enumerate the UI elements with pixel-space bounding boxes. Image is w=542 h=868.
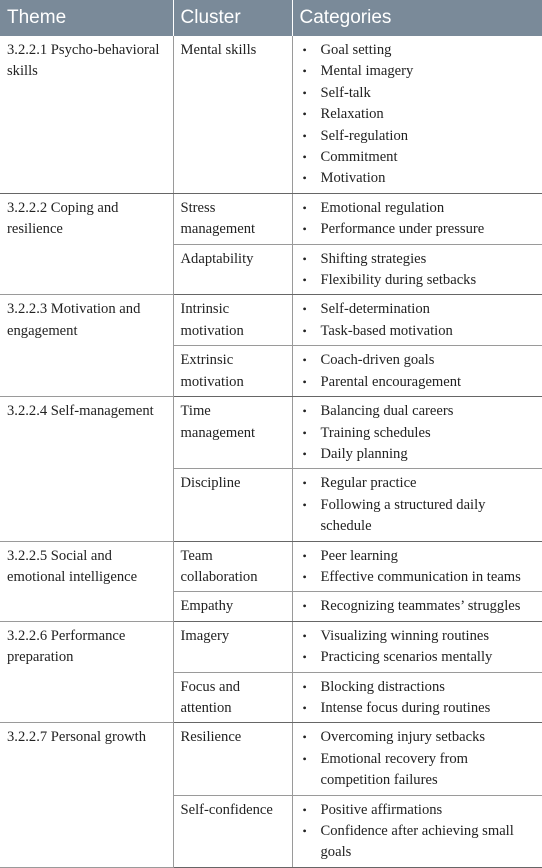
bullet-icon: • bbox=[302, 251, 307, 266]
category-list bbox=[300, 350, 536, 393]
theme-cell: 3.2.2.2 Coping and resilience bbox=[0, 193, 173, 295]
list-item bbox=[300, 168, 536, 189]
category-label: Goal setting bbox=[320, 42, 392, 58]
bullet-icon: • bbox=[302, 128, 307, 143]
list-item bbox=[300, 567, 536, 588]
list-item bbox=[300, 444, 536, 465]
list-item bbox=[300, 423, 536, 444]
list-item bbox=[300, 198, 536, 219]
category-list bbox=[300, 800, 536, 864]
list-item bbox=[300, 473, 536, 494]
categories-cell bbox=[292, 592, 542, 621]
list-item bbox=[300, 219, 536, 240]
table-row bbox=[0, 621, 542, 672]
list-item bbox=[300, 698, 536, 719]
list-item bbox=[300, 401, 536, 422]
category-label: Performance under pressure bbox=[320, 221, 485, 238]
category-label: Intense focus during routines bbox=[320, 699, 491, 716]
list-item bbox=[300, 596, 536, 617]
bullet-icon: • bbox=[302, 85, 307, 100]
list-item bbox=[300, 727, 536, 748]
categories-cell bbox=[292, 469, 542, 541]
categories-cell bbox=[292, 795, 542, 867]
bullet-icon: • bbox=[302, 599, 307, 614]
category-list bbox=[300, 473, 536, 537]
category-label: Practicing scenarios mentally bbox=[320, 649, 493, 666]
category-label: Effective communication in teams bbox=[320, 568, 521, 585]
bullet-icon: • bbox=[302, 302, 307, 317]
list-item bbox=[300, 800, 536, 821]
category-label: Emotional regulation bbox=[320, 199, 445, 216]
category-list bbox=[300, 727, 536, 791]
category-label: Training schedules bbox=[320, 424, 431, 441]
bullet-icon: • bbox=[302, 374, 307, 389]
list-item bbox=[300, 299, 536, 320]
header-row bbox=[0, 0, 542, 36]
category-label: Parental encouragement bbox=[320, 373, 462, 390]
categories-cell bbox=[292, 244, 542, 295]
list-item bbox=[300, 677, 536, 698]
bullet-icon: • bbox=[302, 43, 307, 57]
bullet-icon: • bbox=[302, 650, 307, 665]
bullet-icon: • bbox=[302, 824, 307, 838]
theme-cell: 3.2.2.7 Personal growth bbox=[0, 723, 173, 867]
category-label: Daily planning bbox=[320, 445, 408, 462]
theme-cell: 3.2.2.6 Performance preparation bbox=[0, 621, 173, 723]
bullet-icon: • bbox=[302, 171, 307, 186]
cluster-cell: Time management bbox=[173, 397, 292, 469]
table-row bbox=[0, 397, 542, 469]
cluster-cell: Adaptability bbox=[173, 244, 292, 295]
bullet-icon: • bbox=[302, 628, 307, 643]
categories-cell bbox=[292, 295, 542, 346]
list-item bbox=[300, 821, 536, 864]
bullet-icon: • bbox=[302, 497, 307, 512]
category-list bbox=[300, 299, 536, 342]
category-label: Commitment bbox=[320, 149, 398, 166]
list-item bbox=[300, 626, 536, 647]
category-label: Emotional recovery from competition failures bbox=[320, 750, 469, 789]
category-label: Shifting strategies bbox=[320, 250, 427, 267]
category-label: Overcoming injury setbacks bbox=[320, 729, 486, 746]
theme-cell: 3.2.2.4 Self-management bbox=[0, 397, 173, 541]
list-item bbox=[300, 104, 536, 125]
bullet-icon: • bbox=[302, 64, 307, 79]
list-item bbox=[300, 495, 536, 538]
bullet-icon: • bbox=[302, 273, 307, 288]
category-label: Recognizing teammates’ struggles bbox=[320, 598, 521, 615]
bullet-icon: • bbox=[302, 548, 307, 563]
category-list bbox=[300, 249, 536, 292]
category-label: Positive affirmations bbox=[320, 801, 443, 818]
category-label: Self-determination bbox=[320, 301, 430, 318]
cluster-cell: Discipline bbox=[173, 469, 292, 541]
categories-cell bbox=[292, 193, 542, 244]
category-label: Regular practice bbox=[320, 475, 417, 492]
bullet-icon: • bbox=[302, 222, 307, 237]
categories-cell bbox=[292, 541, 542, 592]
categories-cell bbox=[292, 621, 542, 672]
bullet-icon: • bbox=[302, 569, 307, 584]
theme-cell: 3.2.2.1 Psycho-behavioral skills bbox=[0, 36, 173, 193]
categories-cell bbox=[292, 672, 542, 723]
category-label: Following a structured daily schedule bbox=[320, 496, 486, 535]
bullet-icon: • bbox=[302, 476, 307, 491]
list-item bbox=[300, 83, 536, 104]
category-list bbox=[300, 677, 536, 720]
list-item bbox=[300, 249, 536, 270]
bullet-icon: • bbox=[302, 730, 307, 745]
table-row bbox=[0, 541, 542, 592]
list-item bbox=[300, 350, 536, 371]
header-theme: Theme bbox=[0, 0, 173, 36]
list-item bbox=[300, 61, 536, 82]
bullet-icon: • bbox=[302, 323, 307, 338]
list-item bbox=[300, 749, 536, 792]
category-label: Self-regulation bbox=[320, 127, 409, 144]
bullet-icon: • bbox=[302, 107, 307, 122]
category-label: Balancing dual careers bbox=[320, 403, 454, 420]
bullet-icon: • bbox=[302, 802, 307, 817]
category-label: Flexibility during setbacks bbox=[320, 272, 477, 289]
table-row bbox=[0, 295, 542, 346]
category-list bbox=[300, 596, 536, 617]
category-label: Visualizing winning routines bbox=[320, 627, 490, 644]
cluster-cell: Stress management bbox=[173, 193, 292, 244]
cluster-cell: Resilience bbox=[173, 723, 292, 795]
category-label: Peer learning bbox=[320, 547, 398, 564]
bullet-icon: • bbox=[302, 679, 307, 694]
category-list bbox=[300, 198, 536, 241]
cluster-cell: Mental skills bbox=[173, 36, 292, 193]
category-list bbox=[300, 546, 536, 589]
table-row bbox=[0, 36, 542, 193]
cluster-cell: Focus and attention bbox=[173, 672, 292, 723]
category-list bbox=[300, 401, 536, 465]
cluster-cell: Imagery bbox=[173, 621, 292, 672]
header-cluster: Cluster bbox=[173, 0, 292, 36]
bullet-icon: • bbox=[302, 150, 307, 165]
list-item bbox=[300, 126, 536, 147]
table-row bbox=[0, 723, 542, 795]
category-label: Blocking distractions bbox=[320, 678, 445, 695]
table-row bbox=[0, 193, 542, 244]
category-label: Confidence after achieving small goals bbox=[320, 823, 514, 861]
category-label: Relaxation bbox=[320, 106, 384, 123]
categories-cell bbox=[292, 723, 542, 795]
category-label: Coach-driven goals bbox=[320, 352, 435, 369]
categories-cell bbox=[292, 36, 542, 193]
theme-cell: 3.2.2.3 Motivation and engagement bbox=[0, 295, 173, 397]
list-item bbox=[300, 270, 536, 291]
table-body bbox=[0, 36, 542, 867]
bullet-icon: • bbox=[302, 700, 307, 715]
category-label: Task-based motivation bbox=[320, 322, 453, 339]
cluster-cell: Intrinsic motivation bbox=[173, 295, 292, 346]
bullet-icon: • bbox=[302, 200, 307, 215]
category-label: Self-talk bbox=[320, 84, 371, 101]
list-item bbox=[300, 147, 536, 168]
cluster-cell: Extrinsic motivation bbox=[173, 346, 292, 397]
header-categories: Categories bbox=[292, 0, 542, 36]
category-label: Motivation bbox=[320, 170, 386, 187]
list-item bbox=[300, 546, 536, 567]
category-list bbox=[300, 40, 536, 190]
cluster-cell: Self-confidence bbox=[173, 795, 292, 867]
category-list bbox=[300, 626, 536, 669]
bullet-icon: • bbox=[302, 404, 307, 419]
cluster-cell: Empathy bbox=[173, 592, 292, 621]
theme-cell: 3.2.2.5 Social and emotional intelligence bbox=[0, 541, 173, 621]
categories-cell bbox=[292, 346, 542, 397]
categories-cell bbox=[292, 397, 542, 469]
category-label: Mental imagery bbox=[320, 63, 414, 80]
list-item bbox=[300, 647, 536, 668]
bullet-icon: • bbox=[302, 751, 307, 766]
table-header bbox=[0, 0, 542, 36]
list-item bbox=[300, 321, 536, 342]
bullet-icon: • bbox=[302, 353, 307, 368]
list-item bbox=[300, 40, 536, 61]
bullet-icon: • bbox=[302, 425, 307, 440]
cluster-cell: Team collaboration bbox=[173, 541, 292, 592]
bullet-icon: • bbox=[302, 446, 307, 461]
list-item bbox=[300, 372, 536, 393]
